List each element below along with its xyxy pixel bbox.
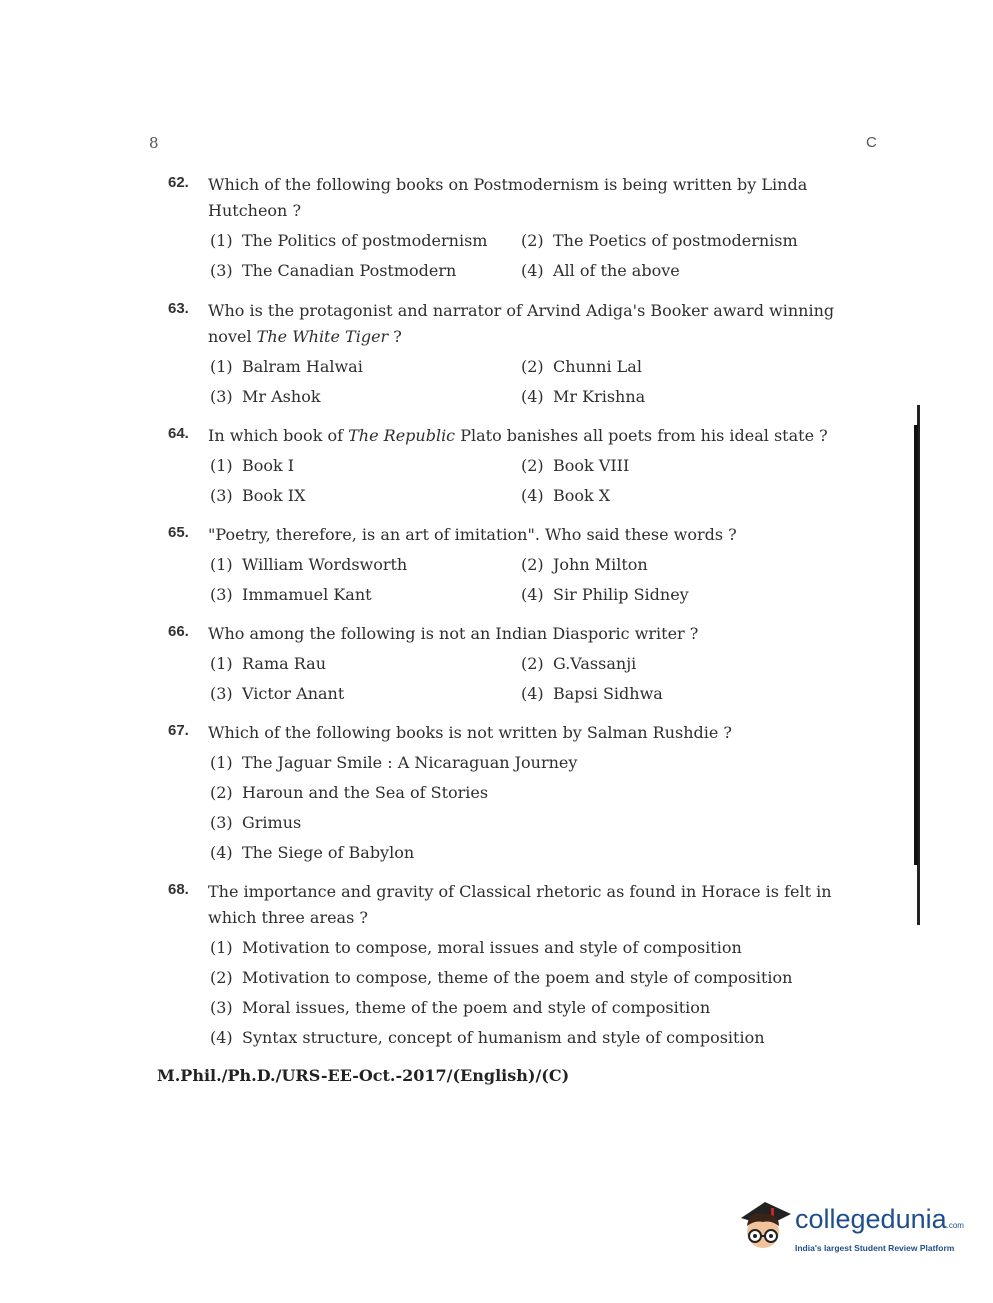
option: (2) Book VIII bbox=[521, 456, 630, 475]
option: (3) Moral issues, theme of the poem and style of composition bbox=[210, 998, 711, 1017]
question-number: 68. bbox=[168, 881, 189, 898]
option: (4) All of the above bbox=[521, 261, 680, 280]
question-text: Which of the following books is not written by Salman Rushdie ? bbox=[208, 723, 733, 742]
mascot-icon bbox=[735, 1196, 793, 1260]
question-text: Which of the following books on Postmodernism is being written by Linda Hutcheon ? bbox=[208, 175, 808, 220]
option: (4) Bapsi Sidhwa bbox=[521, 684, 663, 703]
question-text: Who among the following is not an Indian Diasporic writer ? bbox=[208, 624, 699, 643]
option: (1) The Jaguar Smile : A Nicaraguan Journey bbox=[210, 753, 578, 772]
option: (2) The Poetics of postmodernism bbox=[521, 231, 798, 250]
option: (3) Book IX bbox=[210, 486, 306, 505]
question-64 bbox=[168, 423, 873, 509]
option: (3) Grimus bbox=[210, 813, 302, 832]
question-68 bbox=[168, 879, 873, 1051]
question-65 bbox=[168, 522, 873, 608]
logo-wordmark: collegedunia.com bbox=[795, 1204, 964, 1234]
option: (3) Mr Ashok bbox=[210, 387, 321, 406]
option: (4) Book X bbox=[521, 486, 611, 505]
question-number: 65. bbox=[168, 524, 189, 541]
question-text: In which book of The Republic Plato banishes all poets from his ideal state ? bbox=[208, 426, 828, 445]
series-code: C bbox=[866, 134, 877, 151]
question-number: 62. bbox=[168, 174, 189, 191]
scan-edge-line bbox=[914, 425, 918, 865]
logo-tagline: India's largest Student Review Platform bbox=[795, 1243, 955, 1253]
option: (2) Haroun and the Sea of Stories bbox=[210, 783, 489, 802]
question-text: The importance and gravity of Classical rhetoric as found in Horace is felt in which three areas ? bbox=[208, 882, 832, 927]
option: (4) Syntax structure, concept of humanism and style of composition bbox=[210, 1028, 765, 1047]
option: (1) William Wordsworth bbox=[210, 555, 408, 574]
option: (4) The Siege of Babylon bbox=[210, 843, 415, 862]
question-number: 63. bbox=[168, 300, 189, 317]
option: (4) Mr Krishna bbox=[521, 387, 646, 406]
question-text: "Poetry, therefore, is an art of imitation". Who said these words ? bbox=[208, 525, 737, 544]
option: (1) Motivation to compose, moral issues and style of composition bbox=[210, 938, 742, 957]
question-67 bbox=[168, 720, 873, 866]
option: (1) Rama Rau bbox=[210, 654, 327, 673]
option: (3) The Canadian Postmodern bbox=[210, 261, 457, 280]
question-number: 66. bbox=[168, 623, 189, 640]
option: (1) The Politics of postmodernism bbox=[210, 231, 488, 250]
question-number: 67. bbox=[168, 722, 189, 739]
option: (2) G.Vassanji bbox=[521, 654, 637, 673]
collegedunia-logo bbox=[735, 1196, 965, 1268]
option: (1) Balram Halwai bbox=[210, 357, 363, 376]
question-66 bbox=[168, 621, 873, 707]
option: (3) Victor Anant bbox=[210, 684, 345, 703]
question-62 bbox=[168, 172, 873, 284]
option: (1) Book I bbox=[210, 456, 295, 475]
question-63 bbox=[168, 298, 873, 410]
paper-code-footer: M.Phil./Ph.D./URS-EE-Oct.-2017/(English)/(C) bbox=[157, 1066, 570, 1085]
option: (3) Immamuel Kant bbox=[210, 585, 372, 604]
question-number: 64. bbox=[168, 425, 189, 442]
option: (2) Motivation to compose, theme of the poem and style of composition bbox=[210, 968, 793, 987]
option: (2) Chunni Lal bbox=[521, 357, 642, 376]
option: (4) Sir Philip Sidney bbox=[521, 585, 689, 604]
option: (2) John Milton bbox=[521, 555, 648, 574]
page-number: 8 bbox=[149, 134, 159, 152]
question-text: Who is the protagonist and narrator of Arvind Adiga's Booker award winning novel The White Tiger ? bbox=[208, 301, 835, 346]
